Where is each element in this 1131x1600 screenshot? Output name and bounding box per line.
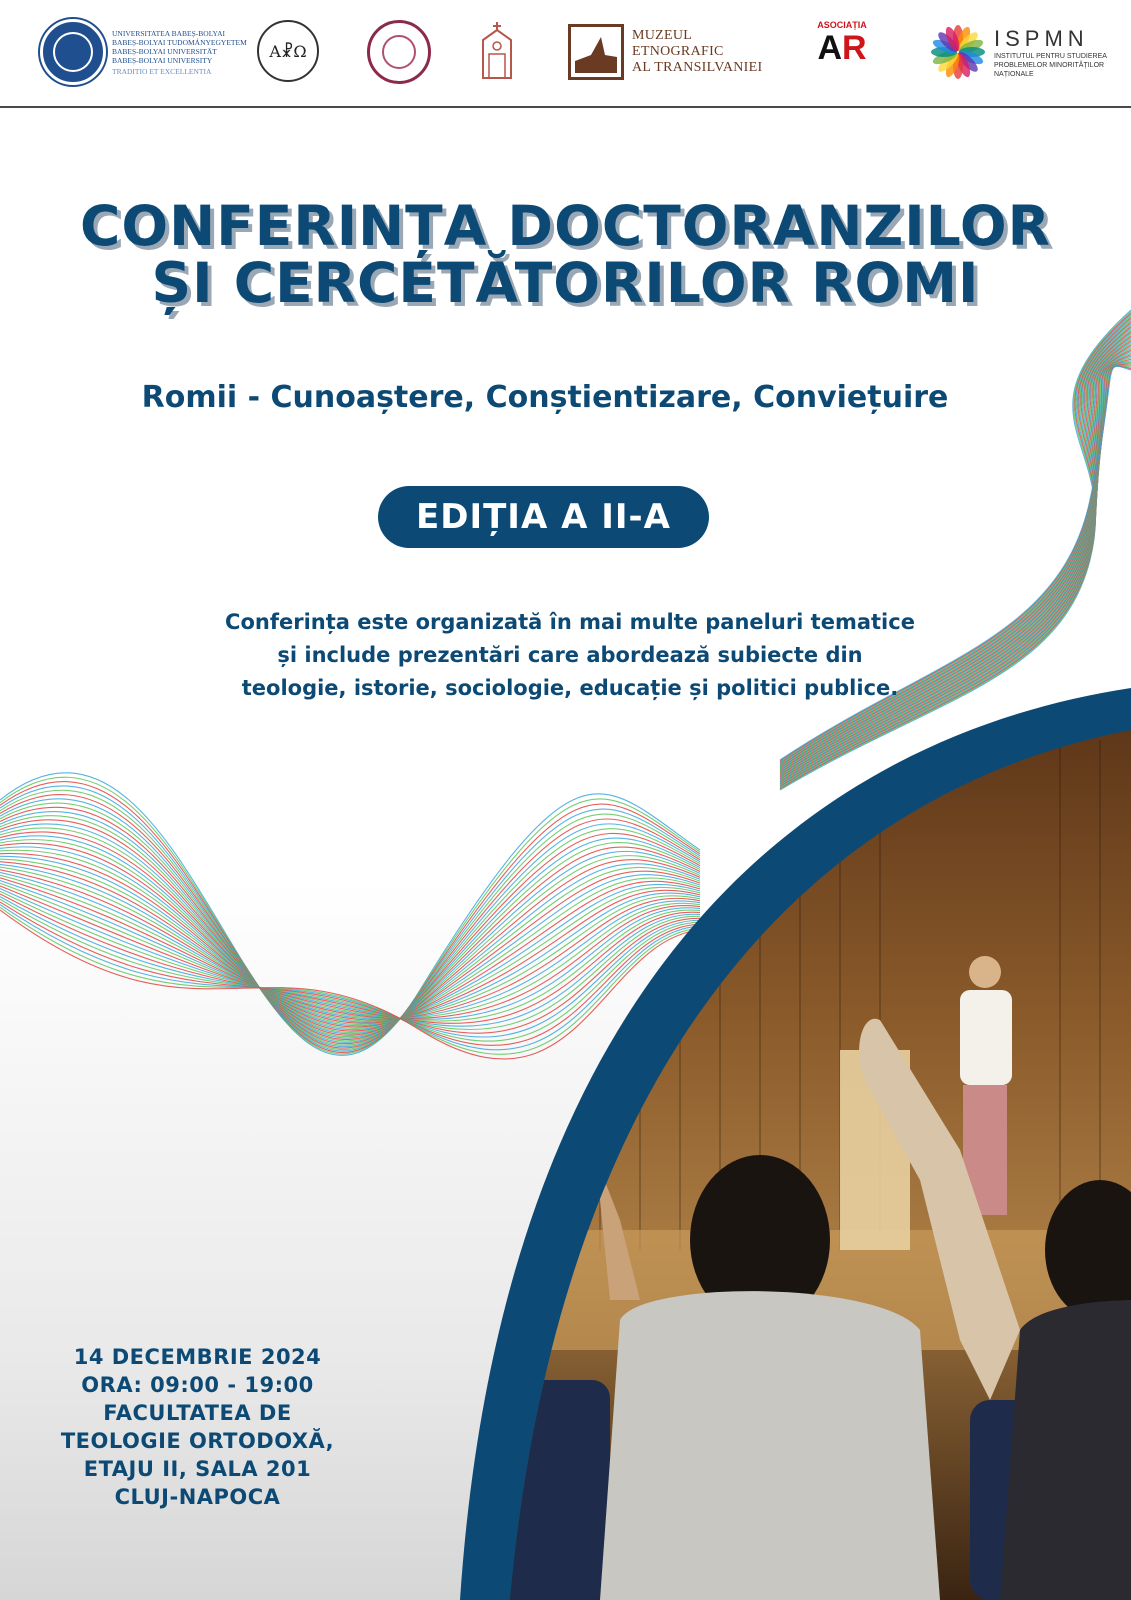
event-time: ORA: 09:00 - 19:00: [81, 1373, 314, 1397]
rosette-icon: [930, 24, 986, 80]
title-line: CONFERINȚA DOCTORANZILOR: [80, 194, 1051, 258]
ubb-line: BABEȘ-BOLYAI UNIVERSITÄT: [112, 46, 217, 56]
sponsor-header: [0, 0, 1131, 108]
ispmn-subtitle: [994, 52, 1107, 79]
ispmn-title: ISPMN: [994, 25, 1089, 51]
ubb-seal-icon: [40, 19, 106, 85]
church-crest-logo: [475, 20, 519, 84]
ubb-line: UNIVERSITATEA BABEȘ-BOLYAI: [112, 28, 226, 38]
event-details: [20, 1343, 375, 1511]
museum-line: AL TRANSILVANIEI: [632, 60, 763, 75]
adr-mark-icon: AR: [817, 29, 867, 67]
ispmn-line: PROBLEMELOR MINORITĂȚILOR: [994, 61, 1105, 69]
ubb-line: BABEȘ-BOLYAI TUDOMÁNYEGYETEM: [112, 37, 247, 47]
ispmn-line: NAȚIONALE: [994, 70, 1034, 78]
theology-faculty-logo: [257, 20, 319, 82]
ubb-motto: TRADITIO ET EXCELLENTIA: [112, 66, 212, 76]
museum-line: ETNOGRAFIC: [632, 44, 724, 59]
ubb-line: BABEȘ-BOLYAI UNIVERSITY: [112, 55, 213, 65]
ispmn-line: INSTITUTUL PENTRU STUDIEREA: [994, 52, 1107, 60]
title-line: ȘI CERCETĂTORILOR ROMI: [151, 251, 980, 315]
ispmn-logo: [930, 20, 1107, 84]
conference-title: [0, 194, 1131, 315]
association-logo: [812, 20, 872, 84]
description-line: Conferința este organizată în mai multe paneluri tematice: [225, 610, 915, 634]
event-venue: TEOLOGIE ORTODOXĂ,: [60, 1429, 335, 1453]
society-seal-logo: [367, 20, 431, 84]
museum-line: MUZEUL: [632, 28, 693, 43]
event-room: ETAJU II, SALA 201: [83, 1457, 312, 1481]
chi-rho-icon: A☧Ω: [269, 41, 307, 61]
event-date: 14 DECEMBRIE 2024: [73, 1345, 322, 1369]
event-city: CLUJ-NAPOCA: [114, 1485, 281, 1509]
association-label: ASOCIAȚIA: [817, 20, 867, 30]
description-line: și include prezentări care abordează subiecte din: [277, 643, 863, 667]
description-line: teologie, istorie, sociologie, educație și politici publice.: [241, 676, 899, 700]
seal-icon: [382, 35, 416, 69]
ubb-logo: [40, 20, 247, 84]
conference-subtitle: Romii - Cunoaștere, Conștientizare, Conviețuire: [141, 380, 949, 415]
museum-logo: [568, 20, 762, 84]
edition-badge: EDIȚIA A II-A: [378, 486, 709, 548]
museum-church-icon: [568, 24, 624, 80]
event-venue: FACULTATEA DE: [103, 1401, 292, 1425]
conference-description: [180, 606, 960, 705]
